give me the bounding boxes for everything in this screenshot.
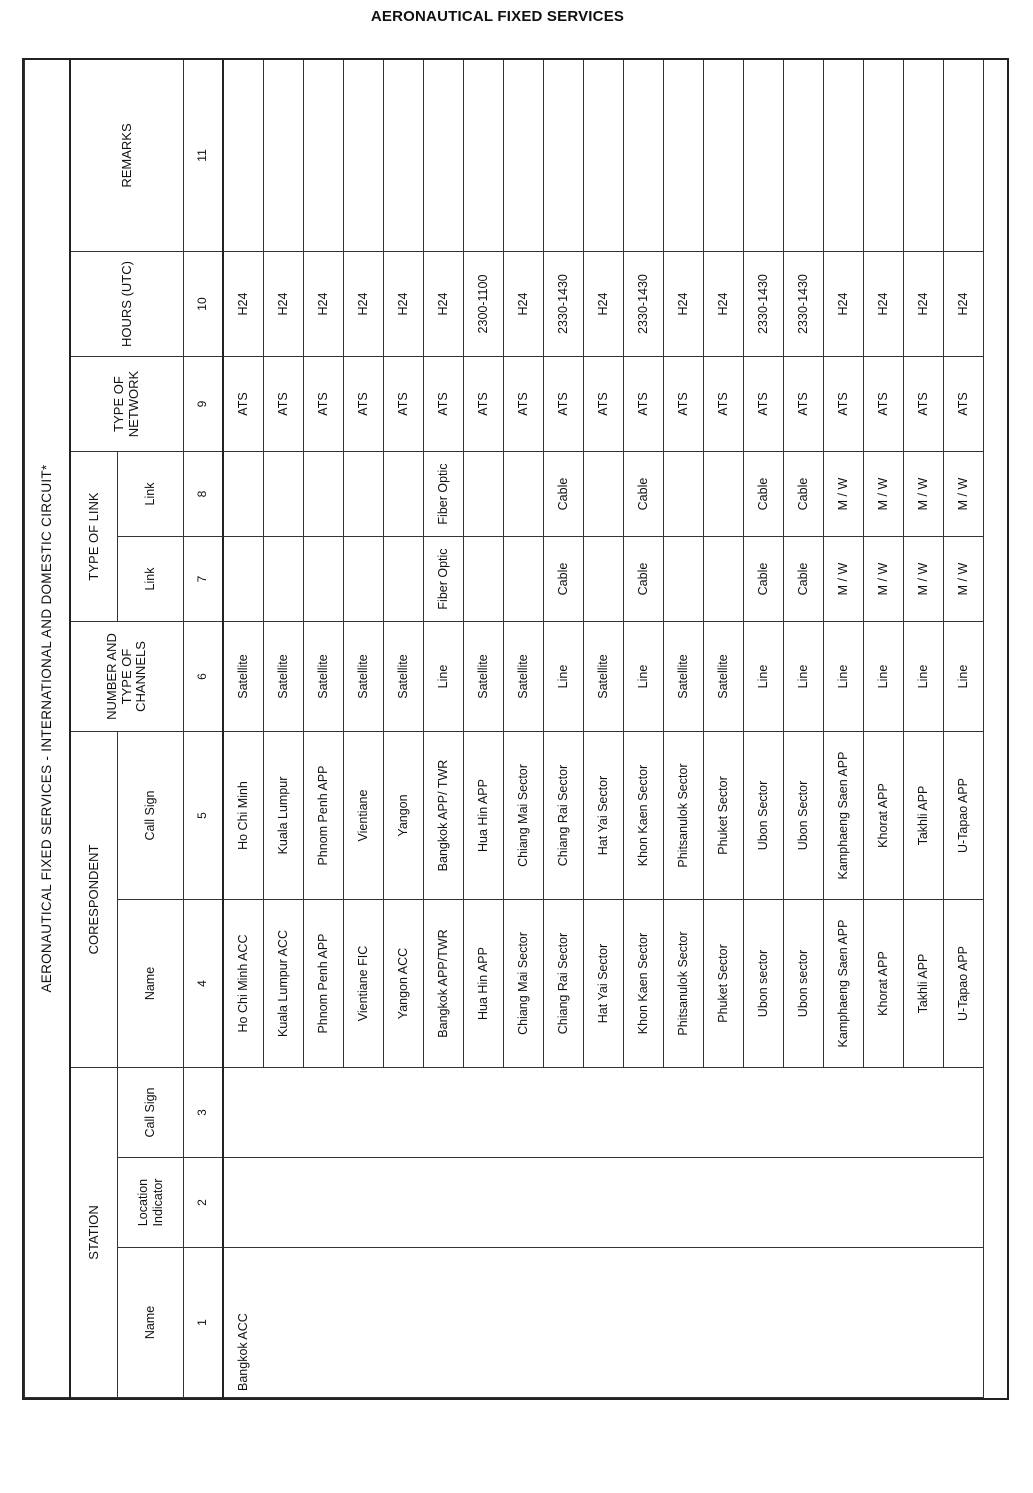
network-cell: ATS — [704, 357, 744, 452]
table-body — [184, 59, 984, 1397]
channels-cell: Satellite — [664, 622, 704, 732]
channels-cell: Satellite — [384, 622, 424, 732]
correspondent-call-sign-cell: Phnom Penh APP — [304, 732, 344, 900]
correspondent-name-cell: Ho Chi Minh ACC — [223, 900, 264, 1068]
correspondent-name-cell: Hat Yai Sector — [584, 900, 624, 1068]
link-a-cell: Cable — [544, 537, 584, 622]
header-station-name: Name — [118, 1248, 184, 1398]
network-cell: ATS — [744, 357, 784, 452]
column-number: 10 — [184, 252, 224, 357]
correspondent-call-sign-cell: U-Tapao APP — [944, 732, 984, 900]
channels-cell: Line — [944, 622, 984, 732]
hours-cell: 2330-1430 — [544, 252, 584, 357]
link-b-cell — [504, 452, 544, 537]
channels-cell: Line — [624, 622, 664, 732]
channels-cell: Satellite — [264, 622, 304, 732]
network-cell: ATS — [864, 357, 904, 452]
remarks-cell — [904, 59, 944, 251]
link-a-cell — [464, 537, 504, 622]
rotated-table-container — [24, 60, 1007, 1398]
link-a-cell — [504, 537, 544, 622]
afs-table-frame — [22, 58, 1009, 1400]
link-b-cell: Cable — [784, 452, 824, 537]
link-b-cell — [464, 452, 504, 537]
network-cell: ATS — [264, 357, 304, 452]
correspondent-name-cell: Hua Hin APP — [464, 900, 504, 1068]
remarks-cell — [424, 59, 464, 251]
remarks-cell — [264, 59, 304, 251]
network-cell: ATS — [784, 357, 824, 452]
correspondent-call-sign-cell: Takhli APP — [904, 732, 944, 900]
header-correspondent: CORESPONDENT — [70, 732, 118, 1068]
header-location-indicator: Location Indicator — [118, 1158, 184, 1248]
link-a-cell: M / W — [824, 537, 864, 622]
channels-cell: Satellite — [504, 622, 544, 732]
correspondent-name-cell: Phitsanulok Sector — [664, 900, 704, 1068]
network-cell: ATS — [944, 357, 984, 452]
channels-cell: Line — [744, 622, 784, 732]
remarks-cell — [664, 59, 704, 251]
header-hours: HOURS (UTC) — [70, 252, 184, 357]
link-a-cell — [223, 537, 264, 622]
channels-cell: Line — [824, 622, 864, 732]
link-b-cell: M / W — [864, 452, 904, 537]
link-a-cell — [664, 537, 704, 622]
correspondent-name-cell: Yangon ACC — [384, 900, 424, 1068]
link-a-cell — [704, 537, 744, 622]
network-cell: ATS — [584, 357, 624, 452]
channels-cell: Satellite — [344, 622, 384, 732]
table-row — [223, 59, 264, 1397]
column-number: 2 — [184, 1158, 224, 1248]
correspondent-name-cell: Phuket Sector — [704, 900, 744, 1068]
correspondent-name-cell: Bangkok APP/TWR — [424, 900, 464, 1068]
correspondent-name-cell: Vientiane FIC — [344, 900, 384, 1068]
remarks-cell — [504, 59, 544, 251]
header-link-b: Link — [118, 452, 184, 537]
link-a-cell — [384, 537, 424, 622]
hours-cell: H24 — [704, 252, 744, 357]
hours-cell: H24 — [223, 252, 264, 357]
link-a-cell — [344, 537, 384, 622]
link-a-cell: Cable — [784, 537, 824, 622]
hours-cell: H24 — [584, 252, 624, 357]
link-b-cell — [223, 452, 264, 537]
link-b-cell — [384, 452, 424, 537]
column-number-row — [184, 59, 224, 1397]
correspondent-call-sign-cell: Hua Hin APP — [464, 732, 504, 900]
correspondent-call-sign-cell: Ubon Sector — [784, 732, 824, 900]
link-b-cell — [584, 452, 624, 537]
correspondent-call-sign-cell: Vientiane — [344, 732, 384, 900]
link-a-cell: Cable — [624, 537, 664, 622]
correspondent-name-cell: Khorat APP — [864, 900, 904, 1068]
correspondent-call-sign-cell: Phuket Sector — [704, 732, 744, 900]
hours-cell: H24 — [504, 252, 544, 357]
hours-cell: H24 — [824, 252, 864, 357]
link-b-cell — [664, 452, 704, 537]
network-cell: ATS — [223, 357, 264, 452]
correspondent-call-sign-cell: Ubon Sector — [744, 732, 784, 900]
hours-cell: H24 — [864, 252, 904, 357]
channels-cell: Line — [904, 622, 944, 732]
correspondent-call-sign-cell: Hat Yai Sector — [584, 732, 624, 900]
network-cell: ATS — [424, 357, 464, 452]
column-number: 5 — [184, 732, 224, 900]
header-station: STATION — [70, 1068, 118, 1398]
header-correspondent-call-sign: Call Sign — [118, 732, 184, 900]
correspondent-name-cell: Khon Kaen Sector — [624, 900, 664, 1068]
link-b-cell: M / W — [904, 452, 944, 537]
remarks-cell — [223, 59, 264, 251]
remarks-cell — [624, 59, 664, 251]
correspondent-call-sign-cell: Chiang Mai Sector — [504, 732, 544, 900]
correspondent-call-sign-cell: Yangon — [384, 732, 424, 900]
correspondent-name-cell: Phnom Penh APP — [304, 900, 344, 1068]
network-cell: ATS — [504, 357, 544, 452]
link-b-cell: Cable — [744, 452, 784, 537]
station-name-cell: Bangkok ACC — [223, 1248, 984, 1398]
channels-cell: Satellite — [464, 622, 504, 732]
hours-cell: H24 — [424, 252, 464, 357]
network-cell: ATS — [544, 357, 584, 452]
correspondent-call-sign-cell: Ho Chi Minh — [223, 732, 264, 900]
channels-cell: Line — [424, 622, 464, 732]
network-cell: ATS — [904, 357, 944, 452]
network-cell: ATS — [344, 357, 384, 452]
correspondent-name-cell: Takhli APP — [904, 900, 944, 1068]
hours-cell: H24 — [664, 252, 704, 357]
channels-cell: Line — [784, 622, 824, 732]
correspondent-name-cell: Ubon sector — [744, 900, 784, 1068]
network-cell: ATS — [824, 357, 864, 452]
correspondent-name-cell: Kamphaeng Saen APP — [824, 900, 864, 1068]
remarks-cell — [584, 59, 624, 251]
correspondent-call-sign-cell: Bangkok APP/ TWR — [424, 732, 464, 900]
header-link-a: Link — [118, 537, 184, 622]
remarks-cell — [944, 59, 984, 251]
channels-cell: Line — [864, 622, 904, 732]
link-a-cell: Cable — [744, 537, 784, 622]
column-number: 8 — [184, 452, 224, 537]
link-b-cell — [304, 452, 344, 537]
afs-circuit-table — [24, 59, 984, 1398]
remarks-cell — [344, 59, 384, 251]
station-location-indicator-cell — [223, 1158, 984, 1248]
header-channels: NUMBER AND TYPE OF CHANNELS — [70, 622, 184, 732]
station-call-sign-cell — [223, 1068, 984, 1158]
hours-cell: H24 — [944, 252, 984, 357]
remarks-cell — [824, 59, 864, 251]
hours-cell: H24 — [304, 252, 344, 357]
link-a-cell: M / W — [864, 537, 904, 622]
column-number: 6 — [184, 622, 224, 732]
remarks-cell — [744, 59, 784, 251]
network-cell: ATS — [384, 357, 424, 452]
correspondent-name-cell: Chiang Mai Sector — [504, 900, 544, 1068]
header-type-of-link: TYPE OF LINK — [70, 452, 118, 622]
column-number: 4 — [184, 900, 224, 1068]
link-a-cell — [304, 537, 344, 622]
column-number: 1 — [184, 1248, 224, 1398]
correspondent-call-sign-cell: Khon Kaen Sector — [624, 732, 664, 900]
link-b-cell — [344, 452, 384, 537]
hours-cell: 2330-1430 — [784, 252, 824, 357]
link-b-cell: Cable — [624, 452, 664, 537]
correspondent-call-sign-cell: Phitsanulok Sector — [664, 732, 704, 900]
link-b-cell: M / W — [944, 452, 984, 537]
remarks-cell — [384, 59, 424, 251]
hours-cell: H24 — [904, 252, 944, 357]
hours-cell: H24 — [344, 252, 384, 357]
link-a-cell: M / W — [944, 537, 984, 622]
correspondent-name-cell: Chiang Rai Sector — [544, 900, 584, 1068]
remarks-cell — [304, 59, 344, 251]
channels-cell: Line — [544, 622, 584, 732]
header-station-call-sign: Call Sign — [118, 1068, 184, 1158]
network-cell: ATS — [304, 357, 344, 452]
hours-cell: H24 — [264, 252, 304, 357]
link-a-cell — [264, 537, 304, 622]
correspondent-call-sign-cell: Khorat APP — [864, 732, 904, 900]
correspondent-name-cell: Ubon sector — [784, 900, 824, 1068]
header-remarks: REMARKS — [70, 59, 184, 251]
remarks-cell — [464, 59, 504, 251]
page-title: AERONAUTICAL FIXED SERVICES — [370, 8, 625, 25]
column-number: 9 — [184, 357, 224, 452]
column-number: 7 — [184, 537, 224, 622]
column-number: 3 — [184, 1068, 224, 1158]
correspondent-call-sign-cell: Kamphaeng Saen APP — [824, 732, 864, 900]
correspondent-call-sign-cell: Chiang Rai Sector — [544, 732, 584, 900]
link-b-cell: M / W — [824, 452, 864, 537]
link-a-cell: M / W — [904, 537, 944, 622]
network-cell: ATS — [664, 357, 704, 452]
channels-cell: Satellite — [223, 622, 264, 732]
link-b-cell: Fiber Optic — [424, 452, 464, 537]
remarks-cell — [784, 59, 824, 251]
hours-cell: 2330-1430 — [624, 252, 664, 357]
remarks-cell — [544, 59, 584, 251]
correspondent-name-cell: U-Tapao APP — [944, 900, 984, 1068]
remarks-cell — [864, 59, 904, 251]
channels-cell: Satellite — [304, 622, 344, 732]
network-cell: ATS — [624, 357, 664, 452]
correspondent-name-cell: Kuala Lumpur ACC — [264, 900, 304, 1068]
hours-cell: H24 — [384, 252, 424, 357]
hours-cell: 2330-1430 — [744, 252, 784, 357]
column-number: 11 — [184, 59, 224, 251]
link-b-cell: Cable — [544, 452, 584, 537]
remarks-cell — [704, 59, 744, 251]
table-caption: AERONAUTICAL FIXED SERVICES - INTERNATIONAL AND DOMESTIC CIRCUIT* — [25, 59, 71, 1397]
channels-cell: Satellite — [584, 622, 624, 732]
header-correspondent-name: Name — [118, 900, 184, 1068]
hours-cell: 2300-1100 — [464, 252, 504, 357]
network-cell: ATS — [464, 357, 504, 452]
header-type-of-network: TYPE OF NETWORK — [70, 357, 184, 452]
correspondent-call-sign-cell: Kuala Lumpur — [264, 732, 304, 900]
link-a-cell: Fiber Optic — [424, 537, 464, 622]
link-b-cell — [704, 452, 744, 537]
link-a-cell — [584, 537, 624, 622]
channels-cell: Satellite — [704, 622, 744, 732]
link-b-cell — [264, 452, 304, 537]
